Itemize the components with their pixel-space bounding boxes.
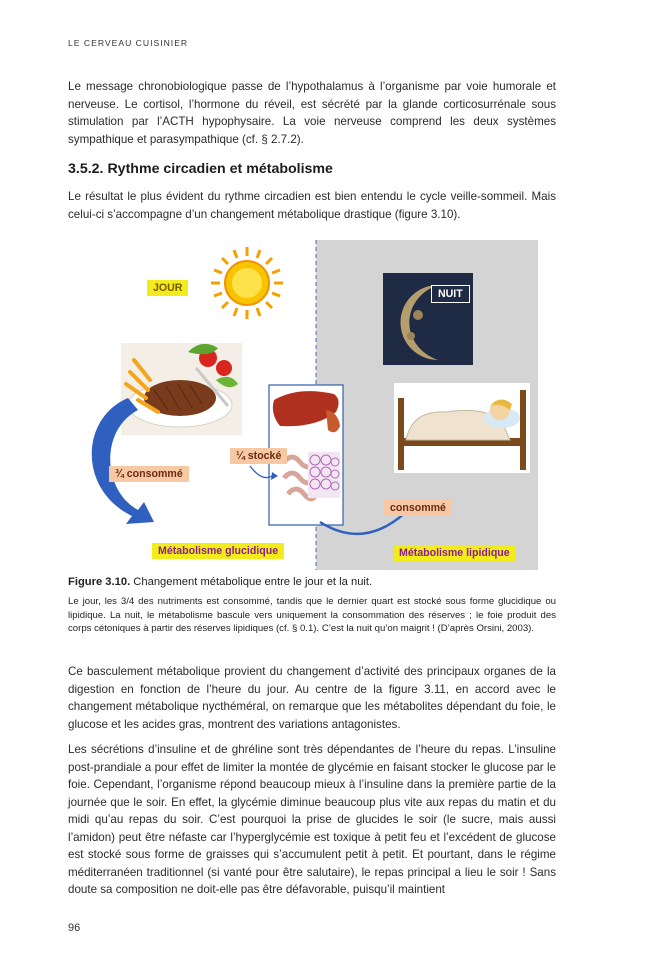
steak-plate-image [121,343,242,435]
page-number: 96 [68,922,81,934]
label-consumed: consommé [384,500,452,516]
figure-title: Changement métabolique entre le jour et la nuit. [133,576,373,588]
label-night: NUIT [431,285,470,303]
label-glucidic-metabolism: Métabolisme glucidique [152,543,284,559]
section-paragraph: Le résultat le plus évident du rythme circadien est bien entendu le cycle veille-sommeil. Mais celui-ci s’accompagne d’un changement métabolique drastique (figure 3.10). [68,190,556,221]
sun-icon [211,247,283,319]
label-stored-quarter: ¼ stocké [230,448,287,464]
paragraph-metabolic-switch: Ce basculement métabolique provient du changement d’activité des principaux organes de la digestion en fonction de l’heure du jour. Au centre de la figure 3.11, en accord avec le changement métabolique nycthéméral, on remarque que les métabolites dépendant du foie, le glucose et les acides gras, montrent des variations antagonistes. [68,665,556,731]
label-consumed-three-quarters: ¾ consommé [109,466,189,482]
figure-number: Figure 3.10. [68,576,131,588]
intro-paragraph: Le message chronobiologique passe de l’hypothalamus à l’organisme par voie humorale et nerveuse. Le cortisol, l’hormone du réveil, est sécrété par la glande corticosurrénale sous stimulation par l’ACTH hypophysaire. La voie nerveuse comprend les deux systèmes sympathique et parasympathique (cf. § 2.7.2). [68,80,556,146]
label-lipidic-metabolism: Métabolisme lipidique [393,545,516,561]
figure-day-night-metabolism [68,240,538,570]
sleeping-person-image [394,383,530,473]
running-head: LE CERVEAU CUISINIER [68,38,189,48]
label-day: JOUR [147,280,188,296]
figure-caption-title [68,576,372,588]
paragraph-insulin: Les sécrétions d’insuline et de ghréline sont très dépendantes de l’heure du repas. L’insuline post-prandiale a pour effet de limiter la montée de glycémie en faisant stocker le glucose par le foie. Cependant, l’organisme répond beaucoup mieux à l’insuline dans la première partie de la journée que le soir. En effet, la glycémie diminue beaucoup plus vite aux repas du matin et du midi qu’au repas du soir. C’est pourquoi la prise de glucides le soir (le sucre, mais aussi l’amidon) peut être néfaste car l’hyperglycémie est toxique à petit feu et l’excédent de glucose est stocké sous forme de graisses qui s’accumulent petit à petit. Et pourtant, dans le régime méditerranéen traditionnel (si vanté pour être salutaire), le repas principal a lieu le soir ! Sans doute sa composition ne doit-elle pas être défavorable, puisqu’il maintient [68,743,556,896]
figure-caption-body: Le jour, les 3/4 des nutriments est consommé, tandis que le dernier quart est stocké sous forme glucidique ou lipidique. La nuit, le métabolisme bascule vers uniquement la consommation des réserves ; le foie produit des corps cétoniques à partir des réserves lipidiques (cf. § 0.1). C’est la nuit qu’on maigrit ! (D’après Orsini, 2003). [68,596,556,635]
section-heading: 3.5.2. Rythme circadien et métabolisme [68,161,333,177]
